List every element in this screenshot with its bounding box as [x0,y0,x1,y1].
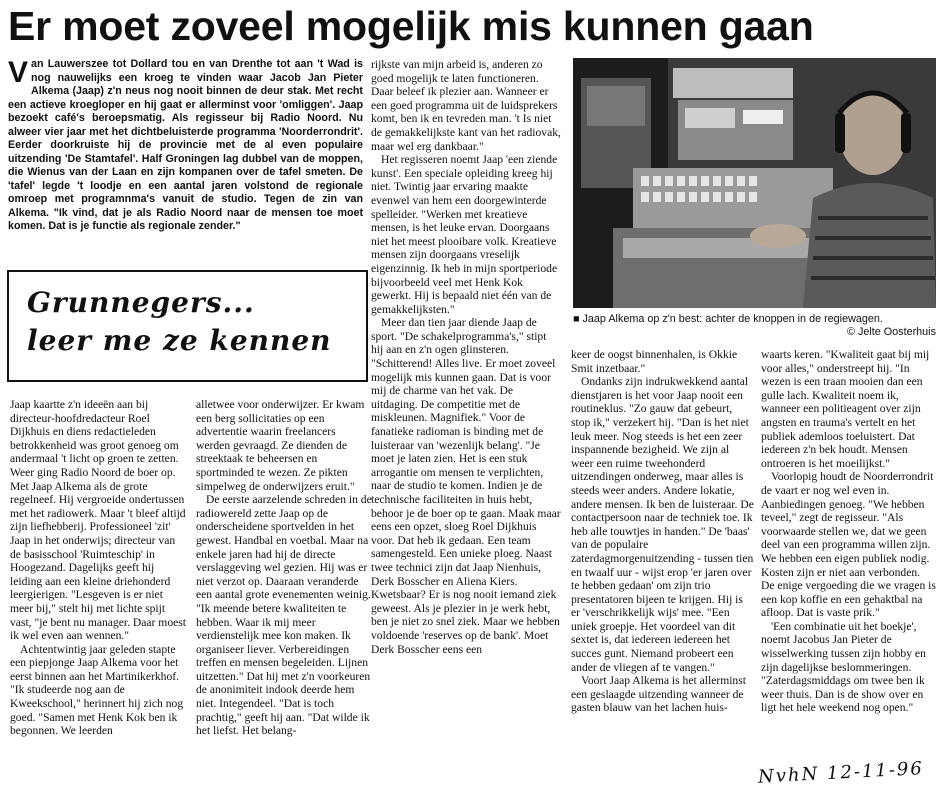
column-5 [761,348,936,748]
paragraph: Achtentwintig jaar geleden stapte een piepjonge Jaap Alkema voor het eerst binnen aan het Martinikerkhof. "Ik studeerde nog aan de Kweekschool," herinnert hij zich nog goed. "Samen met Henk Kok ben ik begonnen. We leerden [10,642,184,738]
paragraph: Het regisseren noemt Jaap 'een ziende kunst'. Een speciale opleiding kreeg hij niet. Twintig jaar ervaring maakte evenwel van hem een doorgewinterde spelleider. "Werken met kreatieve mensen, is het leuke ervan. Doorgaans niet het meest plooibare volk. Kreatieve mensen zijn doorgaans vreselijk eigenzinnig. Ik heb in mijn sportperiode bijvoorbeeld veel met Henk Kok gewerkt. Hij is bepaald niet één van de gemakkelijksten." [371,153,558,316]
handwritten-date-note: NvhN 12-11-96 [757,758,925,788]
paragraph: alletwee voor onderwijzer. Er kwam een berg sollicitaties op een advertentie waarin freelancers werden gevraagd. Ze dienden de streektaak te beheersen en sportminded te wezen. Ze pikten simpelweg de onderwijzers eruit." [196,398,365,493]
photo-radio-control-room [573,58,936,308]
photo-credit: © Jelte Oosterhuis [847,326,936,338]
paragraph: Ondanks zijn indrukwekkend aantal dienstjaren is het voor Jaap nooit een routineklus. "Zo gauw dat gebeurt, stop ik," verzekert hij. "Dan is het niet leuk meer. Nog steeds is het een zeer inspannende bezigheid. We zijn al weer een ruime tweehonderd uitzendingen onderweg, maar alles is steeds weer anders. Andere lokatie, andere mensen. Ik ben de luisteraar. De contactpersoon naar de techniek toe. Ik heb alle touwtjes in handen." De 'baas' van de populaire zaterdagmorgenuitzending - tussen tien en twaalf uur - wijst erop 'er jaren over te hebben gedaan' om zijn trio presentatoren bijeen te krijgen. Hij is er 'verschrikkelijk wijs' mee. "Een uniek groepje. Het voordeel van dit sextet is, dat iedereen iedereen het succes gunt. Niemand probeert een ander de vliegen af te vangen." [571,375,754,674]
paragraph: De eerste aarzelende schreden in de radiowereld zette Jaap op de onderscheidene sportvelden in het gewest. Handbal en voetbal. Maar na enkele jaren had hij de directe verslaggeving wel gezien. Hij was er niet verzot op. Daaraan veranderde een aantal grote evenementen weinig. "Ik meende betere kwaliteiten te hebben. Waar ik mij meer verdienstelijk mee kon maken. Ik organiseer liever. Verbereidingen treffen en mensen begeleiden. Lijnen uitzetten." Dat hij met z'n voorkeuren de anonimiteit indook deerde hem niet. Integendeel. "Dat is toch prachtig," geeft hij aan. "Dat wilde ik het liefst. Het belang- [196,493,372,738]
intro-text: an Lauwerszee tot Dollard tou en van Drenthe tot aan 't Wad is nog nauwelijks een kroeg te vinden waar Jacob Jan Pieter Alkema (Jaap) z'n neus nog nooit binnen de deur stak. Met recht een actieve kroegloper en hij gaat er allerminst voor 'omliggen'. Jaap bezoekt café's beroepsmatig. Als regisseur bij Radio Noord. Nu alweer vier jaar met het dichtbeluisterde programma 'Noorderrondrit'. Eerder doorkruiste hij de provincie met de al even populaire uitzending 'De Stamtafel'. Half Groningen lag dubbel van de moppen, die Wienus van der Laan en zijn kompanen over de tafel smeten. De 'tafel' legde 't loodje en een aantal jaren volstond de regionale omroep met programnma's vanuit de studio. Tegen de zin van Alkema. "Ik vind, dat je als Radio Noord naar de mensen toe moet komen. Dat is je functie als regionale zender." [8,58,363,232]
paragraph: rijkste van mijn arbeid is, anderen zo goed mogelijk te laten functioneren. Daar beleef ik plezier aan. Wanneer er een goed programma uit de luidsprekers komt, ben ik en tevreden man. 't Is niet de gemakkelijkste kant van het radiovak, maar wel erg dankbaar." [371,58,561,153]
boxed-title-line2: leer me ze kennen [27,324,332,357]
paragraph: keer de oogst binnenhalen, is Okkie Smit inzetbaar." [571,348,738,375]
headline: Er moet zoveel mogelijk mis kunnen gaan [8,3,814,49]
column-3 [371,58,561,783]
column-2 [196,398,372,783]
intro-paragraph [8,58,363,262]
paragraph: waarts keren. "Kwaliteit gaat bij mij voor alles," onderstreept hij. "In wezen is een traan mooien dan een gulle lach. Kwaliteit noem ik, wanneer een politieagent over zijn angsten en trauma's vertelt en het publiek ademloos toeluistert. Dat iedereen z'n bek houdt. Mensen ontroeren is het moeilijkst." [761,348,930,470]
paragraph: 'Een combinatie uit het boekje', noemt Jacobus Jan Pieter de wisselwerking tussen zijn hobby en zijn dagelijkse beslommeringen. "Zaterdagsmiddags om twee ben ik weer thuis. Dan is de show over en ligt het hele weekend nog open." [761,619,926,715]
boxed-title-line1: Grunnegers... [27,286,255,319]
boxed-title-text [27,284,332,360]
drop-cap: V [8,58,29,89]
paragraph: Meer dan tien jaar diende Jaap de sport. "De schakelprogramma's," stipt hij aan en z'n ogen glinsteren. "Schitterend! Alles live. Er moet zoveel mogelijk mis kunnen gaan. Dat is voor mij de charme van het vak. De uitdaging. De competitie met de miskleunen. Magnifiek." Voor de fanatieke radioman is binding met de luisteraar van 'wezenlijk belang'. "Je moet je laten zien. Het is een stuk arrogantie om mensen te verplichten, naar de studio te komen. Indien je de technische faciliteiten in huis hebt, behoor je de boer op te gaan. Maak maar eens een opzet, sloeg Roel Dijkhuis voor. Dat heb ik gedaan. Een team samengesteld. Een unieke ploeg. Naast twee technici zijn dat Jaap Nienhuis, Derk Bosscher en Aliena Kiers. Kwetsbaar? Er is nog nooit iemand ziek geweest. Als je plezier in je werk hebt, ben je niet zo snel ziek. Maar we hebben voldoende 'reserves op de bank'. Moet Derk Bosscher eens een [371,316,561,656]
column-1 [10,398,186,783]
paragraph: Jaap kaartte z'n ideeën aan bij directeur-hoofdredacteur Roel Dijkhuis en diens redactieleden betrokkenheid was groot genoeg om andermaal 't licht op groen te zetten. Weer ging Radio Noord de boer op. Met Jaap Alkema als de grote regelneef. Hij vergroeide ondertussen met het radiowerk. Maar 't bleef altijd zijn liefhebberij. Professioneel 'zit' Jaap in het onderwijs; directeur van de basisschool 'Ruimteschip' in Hoogezand. Dageliįks geeft hij leiding aan een kleine driehonderd leergierigen. "Lesgeven is er niet meer bij," stelt hij met lichte spijt vast, "je bent nu manager. Daar moest ik wel even aan wennen." [10,398,186,643]
caption-text: ■ Jaap Alkema op z'n best: achter de knoppen in de regiewagen. [573,313,883,325]
photo-illustration [573,58,936,308]
photo-caption [573,313,936,339]
paragraph: Voorlopig houdt de Noorderrondrit de vaart er nog wel even in. Aanbiedingen genoeg. "We hebben teveel," zegt de regisseur. "Als voorwaarde stellen we, dat we geen deel van een programma willen zijn. We hebben een eigen publiek nodig. Kosten zijn er niet aan verbonden. De enige vergoeding die we vragen is een kop koffie en een gehaktbal na afloop. Dat is vaste prik." [761,470,936,620]
paragraph: Voort Jaap Alkema is het allerminst een geslaagde uitzending wanneer de gasten blauw van het lachen huis- [571,674,746,715]
column-4 [571,348,754,783]
boxed-title [7,270,368,382]
